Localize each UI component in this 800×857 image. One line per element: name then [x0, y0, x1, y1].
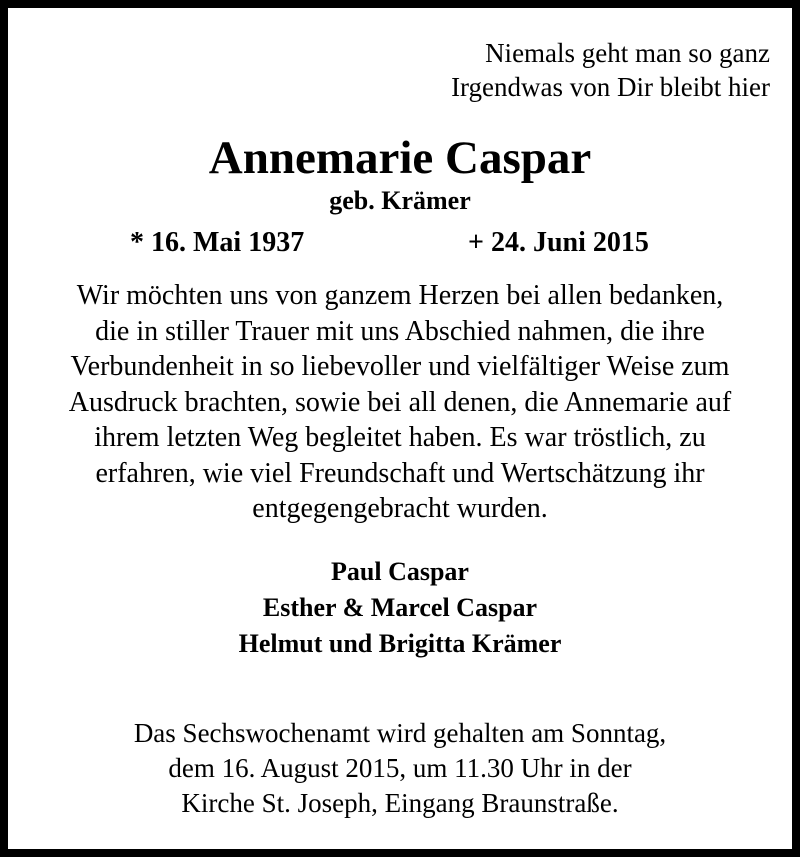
motto-line: Niemals geht man so ganz: [485, 38, 770, 68]
motto-line: Irgendwas von Dir bleibt hier: [451, 72, 770, 102]
service-line: Kirche St. Joseph, Eingang Braunstraße.: [181, 788, 619, 818]
message-line: ihrem letzten Weg begleitet haben. Es war tröstlich, zu: [94, 422, 706, 453]
message-line: erfahren, wie viel Freundschaft und Wertschätzung ihr: [95, 457, 705, 489]
message-line: Wir möchten uns von ganzem Herzen bei allen bedanken,: [76, 280, 724, 311]
maiden-name: geb. Krämer: [329, 186, 471, 215]
death-date: + 24. Juni 2015: [468, 227, 649, 258]
message-line: die in stiller Trauer mit uns Abschied nahmen, die ihre: [95, 315, 705, 347]
mourner-name: Helmut und Brigitta Krämer: [238, 629, 562, 658]
message-line: entgegengebracht wurden.: [252, 493, 548, 524]
deceased-name: Annemarie Caspar: [208, 132, 592, 184]
service-announcement: [8, 716, 792, 821]
service-line: Das Sechswochenamt wird gehalten am Sonntag,: [133, 718, 667, 748]
motto: [451, 36, 770, 104]
message-line: Verbundenheit in so liebevoller und vielfältiger Weise zum: [70, 351, 730, 382]
mourner-name: Paul Caspar: [331, 557, 469, 586]
service-line: dem 16. August 2015, um 11.30 Uhr in der: [168, 753, 632, 783]
birth-date: * 16. Mai 1937: [130, 227, 305, 258]
mourners-list: [8, 554, 792, 662]
thank-you-message: [8, 278, 792, 527]
mourner-name: Esther & Marcel Caspar: [262, 593, 538, 622]
message-line: Ausdruck brachten, sowie bei all denen, die Annemarie auf: [68, 386, 732, 418]
